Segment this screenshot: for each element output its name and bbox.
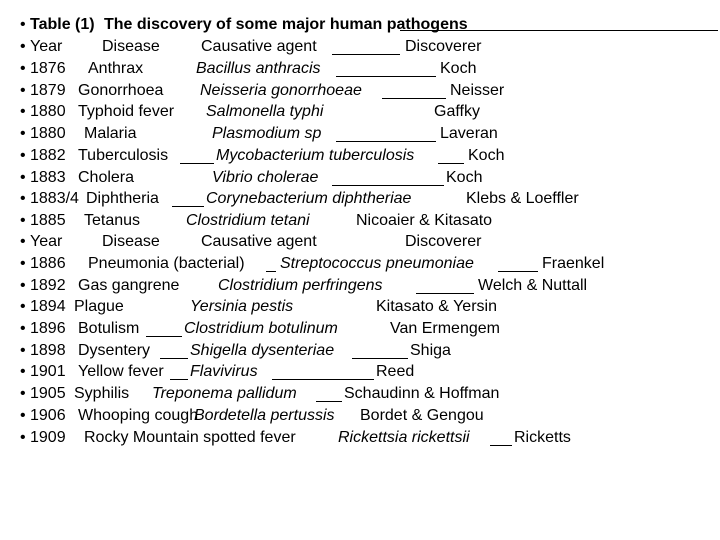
table-caption: The discovery of some major human pathogens [104, 16, 468, 33]
header-disease: Disease [102, 38, 160, 55]
header-year: Year [30, 38, 63, 55]
header-discoverer: Discoverer [405, 38, 482, 55]
bullet: • [20, 16, 26, 33]
slide: • Table (1) The discovery of some major human pathogens • Year Disease Causative agent Discoverer • 1876 Anthrax Bacillus anthracis Koch • 1879 Gonorrhoea Neisseria gonorrhoeae Neisser • 1880 Typhoid fever Salmonella typhi Gaffky • 1880 Malaria Plasmodium sp Laveran • 1882 Tuberculosis Mycobacterium tuberculosis Koch • 1883 Cholera Vibrio cholerae Koch • 1883/4 Diphtheria Corynebacterium diphtheriae Klebs & Loeffler • 1885 Tetanus Clostridium tetani Nicoaier & Kitasato • Year Disease Causative agent Discoverer • 1886 Pneumonia (bacterial) Streptococcus pneumoniae Fraenkel • 1892 Gas gangrene Clostridium perfringens Welch & Nuttall • 1894 Plague Yersinia pestis Kitasato & Yersin • 1896 Botulism Clostridium botulinum Van Ermengem • 1898 Dysentery Shigella dysenteriae Shiga • 1901 Yellow fever Flavivirus Reed • 1905 Syphilis Treponema pallidum Schaudinn & Hoffman • 1906 Whooping cough Bordetella pertussis Bordet & Gengou • 1909 Rocky Mountain spotted fever Rickettsia rickettsii Ricketts [0, 0, 720, 540]
header-agent: Causative agent [201, 38, 317, 55]
title-underline [400, 30, 718, 31]
table-label: Table (1) [30, 16, 95, 33]
